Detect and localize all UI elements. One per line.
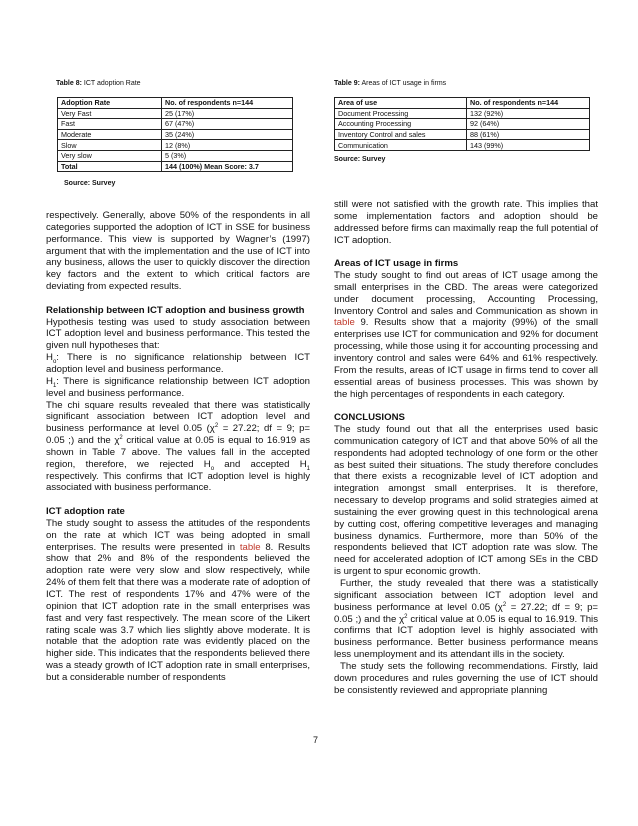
paragraph: The study sought to assess the attitudes of the respondents on the rate at which ICT was being adopted in small enterprises. The results were presented in table 8. Results show that 2% and 8% of the respondents believed the adoption rate were very slow and slow respectively, while 24% of them felt that there was a moderate rate of adoption of ICT. The rest of respondents 17% and 47% were of the opinion that ICT adoption rate in the small enterprises was fast and very fast respectively. The mean score of the Likert rating scale was 3.7 which lies slightly above moderate. It is notable that the adoption rate was evidently placed on the higher side. This indicates that the respondents believed there was a steady growth of ICT adoption rate in small enterprises, but a considerable number of respondents xyxy=(46,517,310,683)
paragraph: Hypothesis testing was used to study association between ICT adoption level and business performance. This tested the given null hypotheses that: xyxy=(46,316,310,352)
table-row xyxy=(335,129,590,140)
table-cell: 5 (3%) xyxy=(162,150,293,161)
paragraph: The study sets the following recommendations. Firstly, laid down procedures and rules governing the use of ICT should be consistently reviewed and appropriate planning xyxy=(334,660,598,696)
section-heading-relationship: Relationship between ICT adoption and business growth xyxy=(46,304,305,316)
table-row xyxy=(58,129,293,140)
table-8-header: Adoption Rate xyxy=(58,98,162,109)
table-cell: 143 (99%) xyxy=(467,140,590,151)
table-cell: 132 (92%) xyxy=(467,108,590,119)
right-column xyxy=(334,199,598,696)
table-reference-link[interactable]: table xyxy=(239,541,261,553)
hypothesis-alternative: $H_1$: There is significance relationship between ICT adoption level and business performance. xyxy=(46,375,310,399)
table-cell: Fast xyxy=(58,119,162,130)
table-cell: Moderate xyxy=(58,129,162,140)
table-cell: 144 (100%) Mean Score: 3.7 xyxy=(162,161,293,172)
table-cell: Slow xyxy=(58,140,162,151)
table-cell: Total xyxy=(58,161,162,172)
paragraph: The study found out that all the enterprises used basic communication category of ICT and that above 50% of all the respondents had adopted technology of one form or the other as best suited their situations. The study therefore concludes that there exists a recognizable level of ICT adoption and integration amongst small enterprises. It is therefore, necessary to develop programs and solid strategies aimed at sustaining the ever growing quest in this technological arena by cutting cost, offering competitive leverages and managing business dynamics. Furthermore, more than 50% of the respondents believed that ICT adoption rate was slow. The need for accelerated adoption of ICT among SEs in the CBD is urgent to spur economic growth. xyxy=(334,424,598,578)
table-reference-link[interactable]: table xyxy=(334,317,355,329)
table-cell: Accounting Processing xyxy=(335,119,467,130)
table-row xyxy=(58,150,293,161)
table-8-header: No. of respondents n=144 xyxy=(162,98,293,109)
left-column xyxy=(46,210,310,684)
table-cell: Very slow xyxy=(58,150,162,161)
page-number: 7 xyxy=(313,735,319,745)
section-heading-conclusions: CONCLUSIONS xyxy=(334,412,405,424)
table-total-row xyxy=(58,161,293,172)
table-cell: Document Processing xyxy=(335,108,467,119)
table-9-header: Area of use xyxy=(335,98,467,109)
table-row xyxy=(58,140,293,151)
table-row xyxy=(335,140,590,151)
table-8 xyxy=(57,97,293,172)
table-cell: 35 (24%) xyxy=(162,129,293,140)
table-cell: Inventory Control and sales xyxy=(335,129,467,140)
section-heading-areas: Areas of ICT usage in firms xyxy=(334,258,459,270)
section-heading-adoption-rate: ICT adoption rate xyxy=(46,506,125,518)
table-row xyxy=(58,108,293,119)
hypothesis-null: $H_o$: There is no significance relationship between ICT adoption level and business performance. xyxy=(46,352,310,375)
table-row xyxy=(335,108,590,119)
table-row xyxy=(335,119,590,130)
table-8-source: Source: Survey xyxy=(64,180,116,187)
table-row xyxy=(58,119,293,130)
paragraph: The chi square results revealed that there was statistically significant association between ICT adoption level and business performance at level 0.05 ($\chi^2 = 27.22$; df = 9; p= 0.05 ;) and the $\chi^2$ critical value at 0.05 is equal to 16.919 as shown in Table 7 above. The values fall in the accepted region, therefore, we rejected $H_o$ and accepted $H_1$ respectively. This confirms that ICT adoption level is highly associated with business performance. xyxy=(46,399,311,494)
table-cell: 67 (47%) xyxy=(162,119,293,130)
table-cell: 88 (61%) xyxy=(467,129,590,140)
paragraph: The study sought to find out areas of ICT usage among the small enterprises in the CBD. The areas were categorized under document processing, Accounting Processing, Inventory Control and sales and Communication as shown in table 9. Results show that a majority (99%) of the small enterprises use ICT for communication and 92% for document processing, while those using it for accounting processing and inventory control and sales were 64% and 61% respectively. From the results, areas of ICT usage in firms tend to cover all essential areas of business processes. This was shown by the high percentages of respondents in each category. xyxy=(334,270,598,400)
paragraph: still were not satisfied with the growth rate. This implies that some implementation factors and adoption should be addressed before firms can maximally reap the full potential of ICT adoption. xyxy=(334,199,598,246)
table-9-source: Source: Survey xyxy=(334,156,386,163)
table-cell: 12 (8%) xyxy=(162,140,293,151)
table-9 xyxy=(334,97,590,151)
table-cell: 25 (17%) xyxy=(162,108,293,119)
table-9-caption: Table 9: Areas of ICT usage in firms xyxy=(334,80,447,87)
paragraph: Further, the study revealed that there was a statistically significant association between ICT adoption level and business performance at level 0.05 ($\chi^2 = 27.22$; df = 9; p= 0.05 ;) and the $\chi^2$ critical value at 0.05 is equal to 16.919. This confirms that ICT adoption level is highly associated with business performance. Better business performance means less unemployment and its attendant ills in the society. xyxy=(334,578,599,661)
table-cell: Communication xyxy=(335,140,467,151)
table-cell: 92 (64%) xyxy=(467,119,590,130)
table-9-header: No. of respondents n=144 xyxy=(467,98,590,109)
paragraph: respectively. Generally, above 50% of the respondents in all categories supported the adoption of ICT in SSE for business performance. This view is supported by Wagner’s (1997) argument that with the implementation and the use of ICT into any business, allows the user to quickly discover the direction key factors and the extent to which critical factors are deviating from expected results. xyxy=(46,210,310,293)
table-8-caption: Table 8: ICT adoption Rate xyxy=(56,80,141,87)
table-cell: Very Fast xyxy=(58,108,162,119)
